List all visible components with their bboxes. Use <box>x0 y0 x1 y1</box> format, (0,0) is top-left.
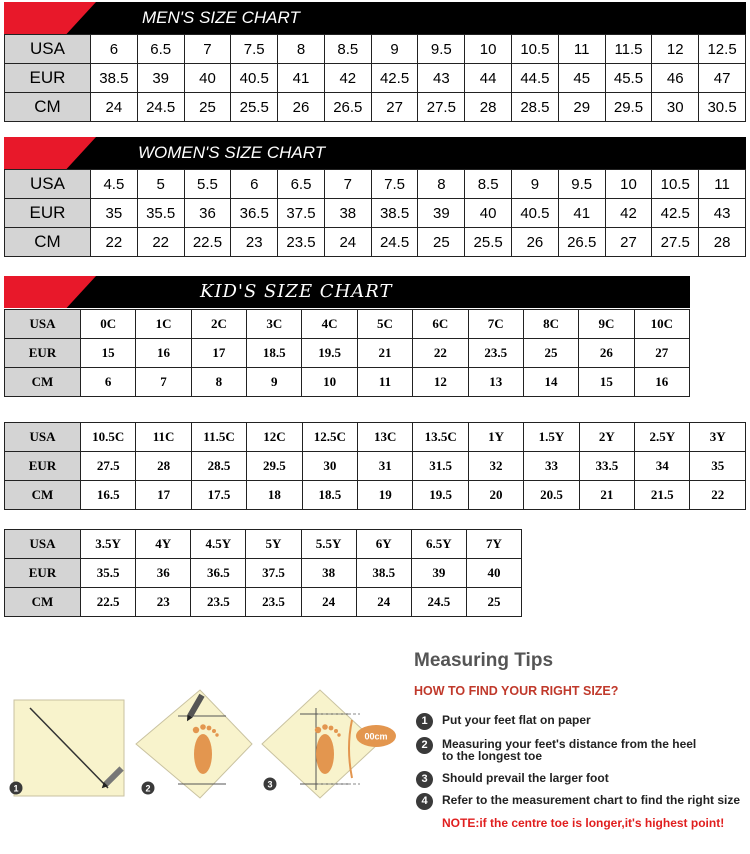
size-cell: 21.5 <box>635 481 690 510</box>
size-cell: 24.5 <box>411 588 466 617</box>
size-cell: 1.5Y <box>524 423 579 452</box>
size-cell: 14 <box>523 368 578 397</box>
size-cell: 24 <box>324 228 371 257</box>
row-label: EUR <box>5 199 91 228</box>
size-cell: 40.5 <box>231 64 278 93</box>
size-cell: 6C <box>413 310 468 339</box>
size-cell: 7 <box>136 368 191 397</box>
row-label: CM <box>5 93 91 122</box>
size-cell: 7Y <box>466 530 521 559</box>
size-cell: 6Y <box>356 530 411 559</box>
size-cell: 6 <box>231 170 278 199</box>
size-cell: 12C <box>247 423 302 452</box>
size-cell: 22 <box>91 228 138 257</box>
size-row-usa <box>5 423 746 452</box>
men-size-table <box>4 34 746 122</box>
size-cell: 7.5 <box>231 35 278 64</box>
size-cell: 18 <box>247 481 302 510</box>
size-cell: 25 <box>523 339 578 368</box>
size-row-eur <box>5 64 746 93</box>
size-cell: 27.5 <box>81 452 136 481</box>
size-cell: 26.5 <box>558 228 605 257</box>
tips-subtitle: HOW TO FIND YOUR RIGHT SIZE? <box>414 684 619 698</box>
size-cell: 40 <box>184 64 231 93</box>
size-cell: 5 <box>137 170 184 199</box>
size-row-cm <box>5 368 690 397</box>
size-row-usa <box>5 310 690 339</box>
kids-size-table-1 <box>4 309 690 397</box>
size-cell: 27 <box>605 228 652 257</box>
size-cell: 10.5 <box>512 35 559 64</box>
size-cell: 42.5 <box>371 64 418 93</box>
size-cell: 37.5 <box>246 559 301 588</box>
size-cell: 36.5 <box>231 199 278 228</box>
size-cell: 33.5 <box>579 452 634 481</box>
size-cell: 45.5 <box>605 64 652 93</box>
size-cell: 36 <box>184 199 231 228</box>
size-cell: 30.5 <box>699 93 746 122</box>
size-cell: 36.5 <box>191 559 246 588</box>
size-row-cm <box>5 481 746 510</box>
size-cell: 28 <box>465 93 512 122</box>
tip-text: Refer to the measurement chart to find the right size <box>442 793 741 807</box>
size-cell: 35 <box>91 199 138 228</box>
size-row-eur <box>5 339 690 368</box>
size-cell: 39 <box>137 64 184 93</box>
size-row-cm <box>5 588 522 617</box>
size-cell: 19 <box>358 481 413 510</box>
row-label: CM <box>5 588 81 617</box>
size-cell: 13 <box>468 368 523 397</box>
women-chart-title: WOMEN'S SIZE CHART <box>138 143 326 162</box>
size-cell: 25.5 <box>231 93 278 122</box>
size-cell: 18.5 <box>247 339 302 368</box>
size-cell: 20.5 <box>524 481 579 510</box>
size-cell: 5Y <box>246 530 301 559</box>
row-label: CM <box>5 481 81 510</box>
size-cell: 3C <box>247 310 302 339</box>
size-row-eur <box>5 559 522 588</box>
size-cell: 4Y <box>136 530 191 559</box>
size-cell: 5.5Y <box>301 530 356 559</box>
size-cell: 7C <box>468 310 523 339</box>
size-cell: 23 <box>136 588 191 617</box>
size-cell: 41 <box>558 199 605 228</box>
size-cell: 29 <box>558 93 605 122</box>
tip-text: Measuring your feet's distance from the heel <box>442 737 697 751</box>
size-cell: 18.5 <box>302 481 357 510</box>
size-cell: 12 <box>652 35 699 64</box>
size-cell: 7 <box>184 35 231 64</box>
size-cell: 2C <box>191 310 246 339</box>
step-number-label: 3 <box>267 779 273 790</box>
men-chart-title: MEN'S SIZE CHART <box>142 8 300 27</box>
size-cell: 11 <box>699 170 746 199</box>
size-row-usa <box>5 35 746 64</box>
size-cell: 31 <box>358 452 413 481</box>
tip-step-2 <box>414 738 750 762</box>
tip-text: Should prevail the larger foot <box>442 771 609 785</box>
size-cell: 29.5 <box>247 452 302 481</box>
size-cell: 30 <box>302 452 357 481</box>
step-number-badge: 3 <box>416 771 433 788</box>
size-cell: 21 <box>357 339 412 368</box>
size-cell: 4.5 <box>91 170 138 199</box>
women-size-table <box>4 169 746 257</box>
size-cell: 35.5 <box>81 559 136 588</box>
size-cell: 12.5C <box>302 423 357 452</box>
step-number-label: 2 <box>145 783 151 794</box>
size-cell: 9C <box>579 310 634 339</box>
size-cell: 24.5 <box>137 93 184 122</box>
men-chart-header <box>4 2 746 34</box>
row-label: USA <box>5 530 81 559</box>
size-cell: 11 <box>357 368 412 397</box>
tip-step-3 <box>414 772 750 784</box>
size-cell: 41 <box>278 64 325 93</box>
size-cell: 43 <box>699 199 746 228</box>
panel-trace-foot <box>136 690 252 798</box>
size-cell: 38.5 <box>91 64 138 93</box>
size-cell: 23 <box>231 228 278 257</box>
size-cell: 23.5 <box>246 588 301 617</box>
size-cell: 42.5 <box>652 199 699 228</box>
size-cell: 28 <box>136 452 191 481</box>
size-cell: 10 <box>302 368 357 397</box>
size-cell: 25 <box>184 93 231 122</box>
size-cell: 9 <box>512 170 559 199</box>
size-cell: 28.5 <box>512 93 559 122</box>
size-cell: 5C <box>357 310 412 339</box>
size-cell: 13C <box>358 423 413 452</box>
size-cell: 34 <box>635 452 690 481</box>
row-label: USA <box>5 423 81 452</box>
size-cell: 11C <box>136 423 191 452</box>
size-cell: 22.5 <box>81 588 136 617</box>
size-cell: 23.5 <box>191 588 246 617</box>
size-cell: 10.5C <box>81 423 136 452</box>
size-cell: 39 <box>411 559 466 588</box>
size-cell: 42 <box>324 64 371 93</box>
size-cell: 21 <box>579 481 634 510</box>
size-cell: 33 <box>524 452 579 481</box>
size-cell: 29.5 <box>605 93 652 122</box>
size-cell: 25 <box>466 588 521 617</box>
size-cell: 22 <box>137 228 184 257</box>
size-cell: 31.5 <box>413 452 468 481</box>
size-cell: 10 <box>465 35 512 64</box>
size-cell: 4C <box>302 310 357 339</box>
size-row-cm <box>5 228 746 257</box>
size-cell: 26 <box>278 93 325 122</box>
size-cell: 22.5 <box>184 228 231 257</box>
size-cell: 17 <box>191 339 246 368</box>
tip-text-continued: to the longest toe <box>442 749 542 763</box>
size-cell: 44.5 <box>512 64 559 93</box>
size-cell: 38.5 <box>356 559 411 588</box>
size-cell: 24 <box>356 588 411 617</box>
header-red-accent <box>4 2 96 34</box>
step-number-badge: 1 <box>416 713 433 730</box>
size-cell: 8.5 <box>324 35 371 64</box>
size-cell: 19.5 <box>302 339 357 368</box>
size-cell: 13.5C <box>413 423 468 452</box>
row-label: EUR <box>5 339 81 368</box>
size-cell: 38.5 <box>371 199 418 228</box>
size-cell: 10.5 <box>652 170 699 199</box>
size-cell: 8 <box>278 35 325 64</box>
size-cell: 9 <box>247 368 302 397</box>
size-cell: 22 <box>413 339 468 368</box>
size-cell: 28.5 <box>191 452 246 481</box>
tips-title: Measuring Tips <box>414 650 554 671</box>
size-cell: 27 <box>371 93 418 122</box>
size-cell: 4.5Y <box>191 530 246 559</box>
tips-note: NOTE:if the centre toe is longer,it's highest point! <box>442 816 725 830</box>
row-label: USA <box>5 310 81 339</box>
row-label: USA <box>5 170 91 199</box>
tip-text: Put your feet flat on paper <box>442 713 591 727</box>
row-label: EUR <box>5 452 81 481</box>
size-cell: 8.5 <box>465 170 512 199</box>
size-cell: 10C <box>634 310 689 339</box>
size-row-usa <box>5 530 522 559</box>
tip-step-1 <box>414 714 750 726</box>
kids-size-table-3 <box>4 529 522 617</box>
row-label: EUR <box>5 64 91 93</box>
size-cell: 16 <box>136 339 191 368</box>
size-cell: 11.5 <box>605 35 652 64</box>
size-cell: 1Y <box>468 423 523 452</box>
row-label: CM <box>5 368 81 397</box>
size-cell: 16.5 <box>81 481 136 510</box>
row-label: CM <box>5 228 91 257</box>
size-row-cm <box>5 93 746 122</box>
size-cell: 7.5 <box>371 170 418 199</box>
size-cell: 22 <box>690 481 746 510</box>
tip-step-4 <box>414 794 750 806</box>
size-cell: 26 <box>512 228 559 257</box>
row-label: USA <box>5 35 91 64</box>
size-cell: 17 <box>136 481 191 510</box>
size-cell: 6 <box>81 368 136 397</box>
step-number-badge: 2 <box>416 737 433 754</box>
size-cell: 24 <box>301 588 356 617</box>
size-cell: 19.5 <box>413 481 468 510</box>
size-cell: 11.5C <box>191 423 246 452</box>
row-label: EUR <box>5 559 81 588</box>
size-cell: 37.5 <box>278 199 325 228</box>
size-cell: 24.5 <box>371 228 418 257</box>
size-cell: 23.5 <box>468 339 523 368</box>
size-cell: 38 <box>301 559 356 588</box>
size-cell: 15 <box>579 368 634 397</box>
size-cell: 6.5 <box>137 35 184 64</box>
size-cell: 44 <box>465 64 512 93</box>
panel-measure-length <box>262 690 396 798</box>
size-cell: 3Y <box>690 423 746 452</box>
size-row-eur <box>5 199 746 228</box>
size-cell: 6.5 <box>278 170 325 199</box>
size-cell: 35.5 <box>137 199 184 228</box>
size-cell: 9.5 <box>558 170 605 199</box>
size-cell: 12 <box>413 368 468 397</box>
size-cell: 0C <box>81 310 136 339</box>
size-cell: 26.5 <box>324 93 371 122</box>
size-cell: 35 <box>690 452 746 481</box>
size-cell: 45 <box>558 64 605 93</box>
size-cell: 25 <box>418 228 465 257</box>
size-cell: 23.5 <box>278 228 325 257</box>
size-cell: 5.5 <box>184 170 231 199</box>
size-cell: 1C <box>136 310 191 339</box>
measuring-tips-panel <box>414 650 750 830</box>
size-cell: 27.5 <box>652 228 699 257</box>
size-cell: 25.5 <box>465 228 512 257</box>
measure-label: 00cm <box>364 731 388 742</box>
size-cell: 30 <box>652 93 699 122</box>
header-red-accent <box>4 276 96 308</box>
size-cell: 36 <box>136 559 191 588</box>
size-cell: 43 <box>418 64 465 93</box>
kids-chart-header <box>4 276 690 308</box>
women-chart-header <box>4 137 746 169</box>
size-cell: 28 <box>699 228 746 257</box>
size-cell: 12.5 <box>699 35 746 64</box>
size-row-usa <box>5 170 746 199</box>
panel-paper-and-pencil <box>10 700 125 796</box>
size-cell: 2Y <box>579 423 634 452</box>
size-cell: 42 <box>605 199 652 228</box>
size-cell: 9 <box>371 35 418 64</box>
size-cell: 10 <box>605 170 652 199</box>
size-cell: 8 <box>191 368 246 397</box>
size-cell: 6 <box>91 35 138 64</box>
kids-size-table-2 <box>4 422 746 510</box>
kids-chart-title: KID'S SIZE CHART <box>200 281 393 302</box>
size-row-eur <box>5 452 746 481</box>
size-cell: 3.5Y <box>81 530 136 559</box>
size-cell: 16 <box>634 368 689 397</box>
size-cell: 27.5 <box>418 93 465 122</box>
size-cell: 26 <box>579 339 634 368</box>
size-cell: 11 <box>558 35 605 64</box>
size-cell: 40 <box>465 199 512 228</box>
size-cell: 7 <box>324 170 371 199</box>
size-cell: 32 <box>468 452 523 481</box>
header-red-accent <box>4 137 96 169</box>
size-cell: 27 <box>634 339 689 368</box>
step-number-label: 1 <box>13 783 19 794</box>
size-cell: 6.5Y <box>411 530 466 559</box>
step-number-badge: 4 <box>416 793 433 810</box>
size-cell: 15 <box>81 339 136 368</box>
size-cell: 40.5 <box>512 199 559 228</box>
size-cell: 47 <box>699 64 746 93</box>
size-cell: 40 <box>466 559 521 588</box>
size-cell: 2.5Y <box>635 423 690 452</box>
size-cell: 9.5 <box>418 35 465 64</box>
size-cell: 20 <box>468 481 523 510</box>
size-cell: 8C <box>523 310 578 339</box>
size-cell: 46 <box>652 64 699 93</box>
size-cell: 24 <box>91 93 138 122</box>
size-cell: 17.5 <box>191 481 246 510</box>
measuring-illustration <box>0 680 410 810</box>
size-cell: 39 <box>418 199 465 228</box>
size-cell: 38 <box>324 199 371 228</box>
size-cell: 8 <box>418 170 465 199</box>
